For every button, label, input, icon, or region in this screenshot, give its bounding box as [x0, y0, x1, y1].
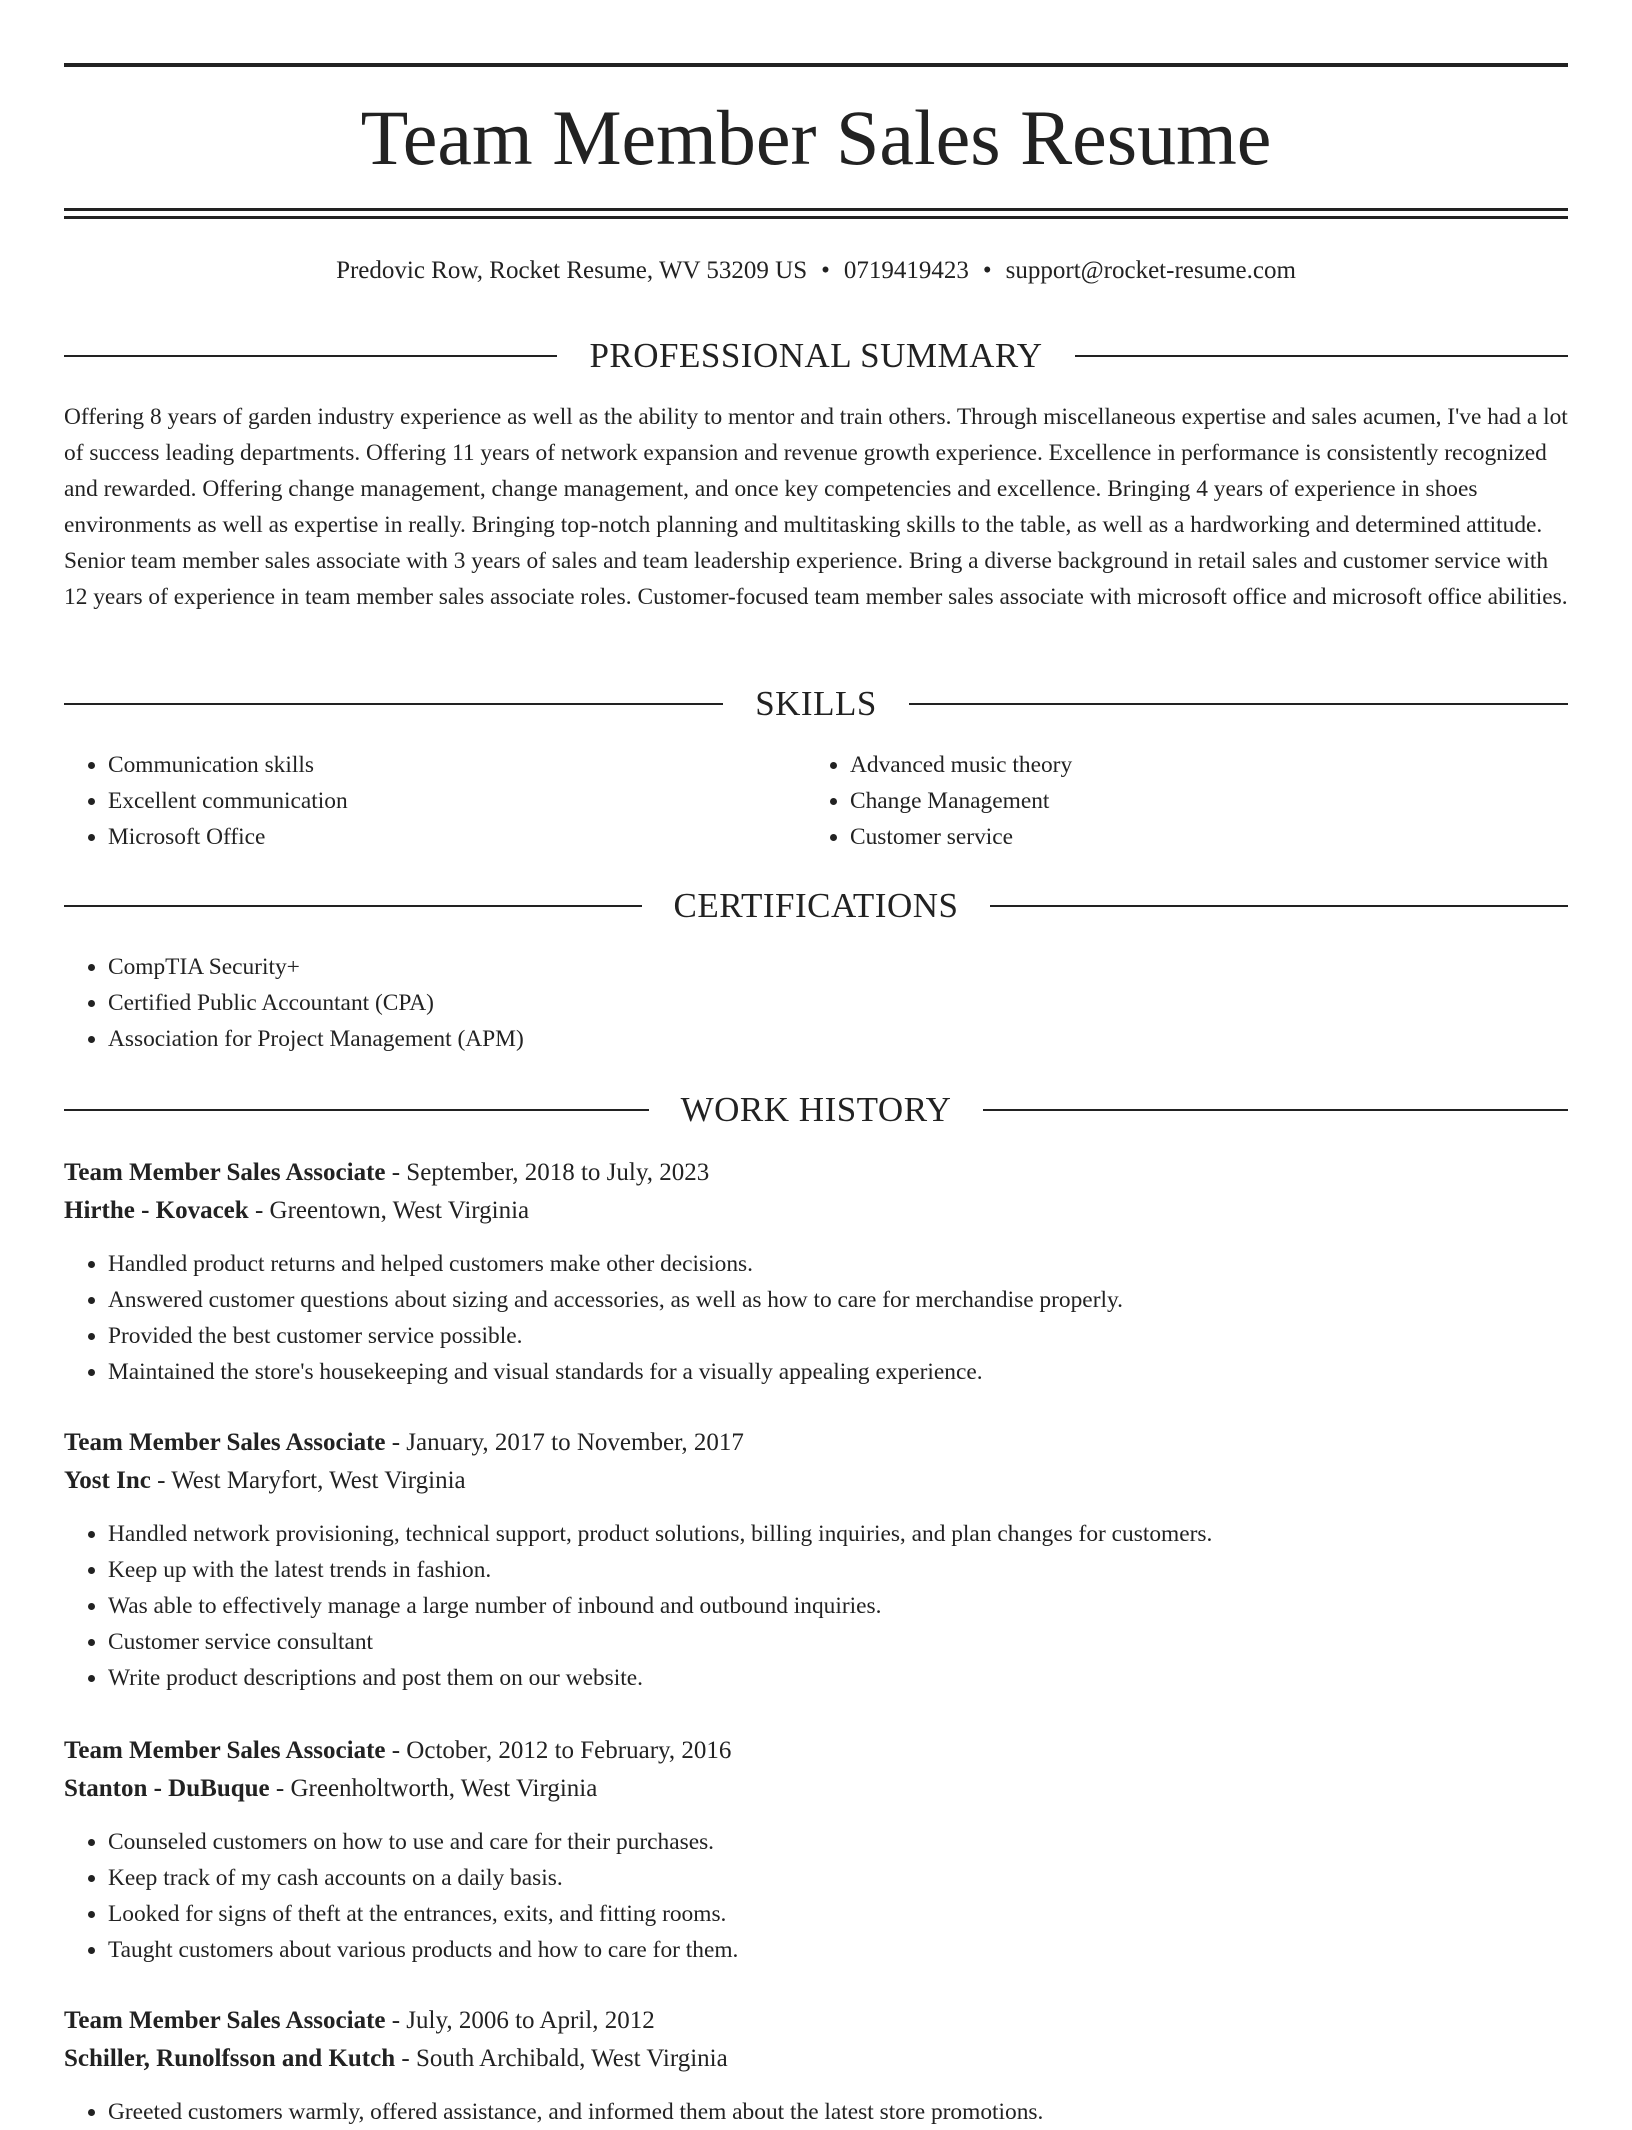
summary-text: Offering 8 years of garden industry experience as well as the ability to mentor and train others. Through miscellaneous expertise and sales acumen, I've had a lot of success leading departments. Offering 11 years of network expansion and revenue growth experience. Excellence in performance is consistently recognized and rewarded. Offering change management, change management, and once key competencies and excellence. Bringing 4 years of experience in shoes environments as well as expertise in really. Bringing top-notch planning and multitasking skills to the table, as well as a hardworking and determined attitude. Senior team member sales associate with 3 years of sales and team leadership experience. Bring a diverse background in retail sales and customer service with 12 years of experience in team member sales associate roles. Customer-focused team member sales associate with microsoft office and microsoft office abilities. [64, 404, 1568, 610]
heading-rule-right [990, 905, 1568, 907]
job-entry [64, 1424, 1568, 1696]
job-dates: - January, 2017 to November, 2017 [385, 1429, 744, 1456]
job-title-line [64, 1424, 1568, 1462]
certifications-list [64, 949, 1508, 1057]
job-company-line [64, 1192, 1568, 1230]
job-bullet: • Handled product returns and helped customers make other decisions. [108, 1246, 1568, 1282]
job-bullets [64, 1824, 1568, 1968]
job-location: - South Archibald, West Virginia [395, 2045, 728, 2072]
skill-item: • Change Management [850, 783, 1550, 819]
heading-rule-left [64, 355, 557, 357]
job-entry [64, 2002, 1568, 2130]
heading-rule-left [64, 1109, 649, 1111]
certification-item: • Certified Public Accountant (CPA) [108, 985, 1508, 1021]
heading-rule-right [983, 1109, 1568, 1111]
skills-list-left [64, 747, 808, 855]
skill-item: • Advanced music theory [850, 747, 1550, 783]
job-dates: - September, 2018 to July, 2023 [385, 1159, 710, 1186]
job-title: Team Member Sales Associate [64, 1737, 386, 1764]
skill-item: • Microsoft Office [108, 819, 808, 855]
job-bullet: • Greeted customers warmly, offered assistance, and informed them about the latest store promotions. [108, 2094, 1568, 2130]
job-bullet: • Handled network provisioning, technical support, product solutions, billing inquiries, and plan changes for customers. [108, 1516, 1568, 1552]
skills-heading [64, 682, 1568, 726]
job-bullet: • Keep track of my cash accounts on a daily basis. [108, 1860, 1568, 1896]
job-title-line [64, 2002, 1568, 2040]
skills-list-right [806, 747, 1550, 855]
summary-heading-label: PROFESSIONAL SUMMARY [589, 336, 1043, 375]
job-company-line [64, 1462, 1568, 1500]
job-bullet: • Keep up with the latest trends in fashion. [108, 1552, 1568, 1588]
job-company: Stanton - DuBuque [64, 1775, 270, 1802]
job-company: Hirthe - Kovacek [64, 1197, 249, 1224]
work-history-heading-label: WORK HISTORY [680, 1090, 952, 1129]
job-bullet: • Customer service consultant [108, 1624, 1568, 1660]
job-title-line [64, 1154, 1568, 1192]
summary-heading [64, 334, 1568, 378]
job-title: Team Member Sales Associate [64, 2007, 386, 2034]
job-bullet: • Taught customers about various products and how to care for them. [108, 1932, 1568, 1968]
job-bullets [64, 2094, 1568, 2130]
job-bullets [64, 1246, 1568, 1390]
job-bullet: • Write product descriptions and post them on our website. [108, 1660, 1568, 1696]
job-bullet: • Provided the best customer service possible. [108, 1318, 1568, 1354]
skill-item: • Communication skills [108, 747, 808, 783]
job-company: Schiller, Runolfsson and Kutch [64, 2045, 396, 2072]
certifications-heading-label: CERTIFICATIONS [673, 886, 959, 925]
certifications-heading [64, 884, 1568, 928]
certification-item: • CompTIA Security+ [108, 949, 1508, 985]
job-title-line [64, 1732, 1568, 1770]
heading-rule-left [64, 905, 642, 907]
contact-separator: • [982, 257, 992, 284]
job-entry [64, 1732, 1568, 1968]
job-bullet: • Answered customer questions about sizing and accessories, as well as how to care for merchandise properly. [108, 1282, 1568, 1318]
job-company-line [64, 1770, 1568, 1808]
job-bullet: • Was able to effectively manage a large number of inbound and outbound inquiries. [108, 1588, 1568, 1624]
job-location: - Greenholtworth, West Virginia [269, 1775, 598, 1802]
skill-item: • Customer service [850, 819, 1550, 855]
job-location: - West Maryfort, West Virginia [150, 1467, 466, 1494]
resume-title: Team Member Sales Resume [360, 94, 1272, 181]
skills-heading-label: SKILLS [755, 684, 877, 723]
contact-separator: • [821, 257, 830, 284]
certification-item: • Association for Project Management (APM) [108, 1021, 1508, 1057]
job-title: Team Member Sales Associate [64, 1429, 386, 1456]
job-company-line [64, 2040, 1568, 2078]
contact-address: Predovic Row, Rocket Resume, WV 53209 US [336, 257, 808, 284]
job-entry [64, 1154, 1568, 1390]
job-dates: - October, 2012 to February, 2016 [385, 1737, 732, 1764]
work-history-heading [64, 1088, 1568, 1132]
job-dates: - July, 2006 to April, 2012 [385, 2007, 655, 2034]
job-bullets [64, 1516, 1568, 1696]
job-bullet: • Maintained the store's housekeeping and visual standards for a visually appealing experience. [108, 1354, 1568, 1390]
contact-line [64, 254, 1568, 288]
top-rule [64, 63, 1568, 67]
heading-rule-right [909, 703, 1568, 705]
heading-rule-left [64, 703, 723, 705]
job-bullet: • Counseled customers on how to use and care for their purchases. [108, 1824, 1568, 1860]
skill-item: • Excellent communication [108, 783, 808, 819]
heading-rule-right [1075, 355, 1568, 357]
job-bullet: • Looked for signs of theft at the entrances, exits, and fitting rooms. [108, 1896, 1568, 1932]
job-title: Team Member Sales Associate [64, 1159, 386, 1186]
job-company: Yost Inc [64, 1467, 151, 1494]
contact-email[interactable]: support@rocket-resume.com [1005, 257, 1296, 284]
job-location: - Greentown, West Virginia [248, 1197, 530, 1224]
contact-phone: 0719419423 [843, 257, 969, 284]
title-double-rule [64, 208, 1568, 219]
